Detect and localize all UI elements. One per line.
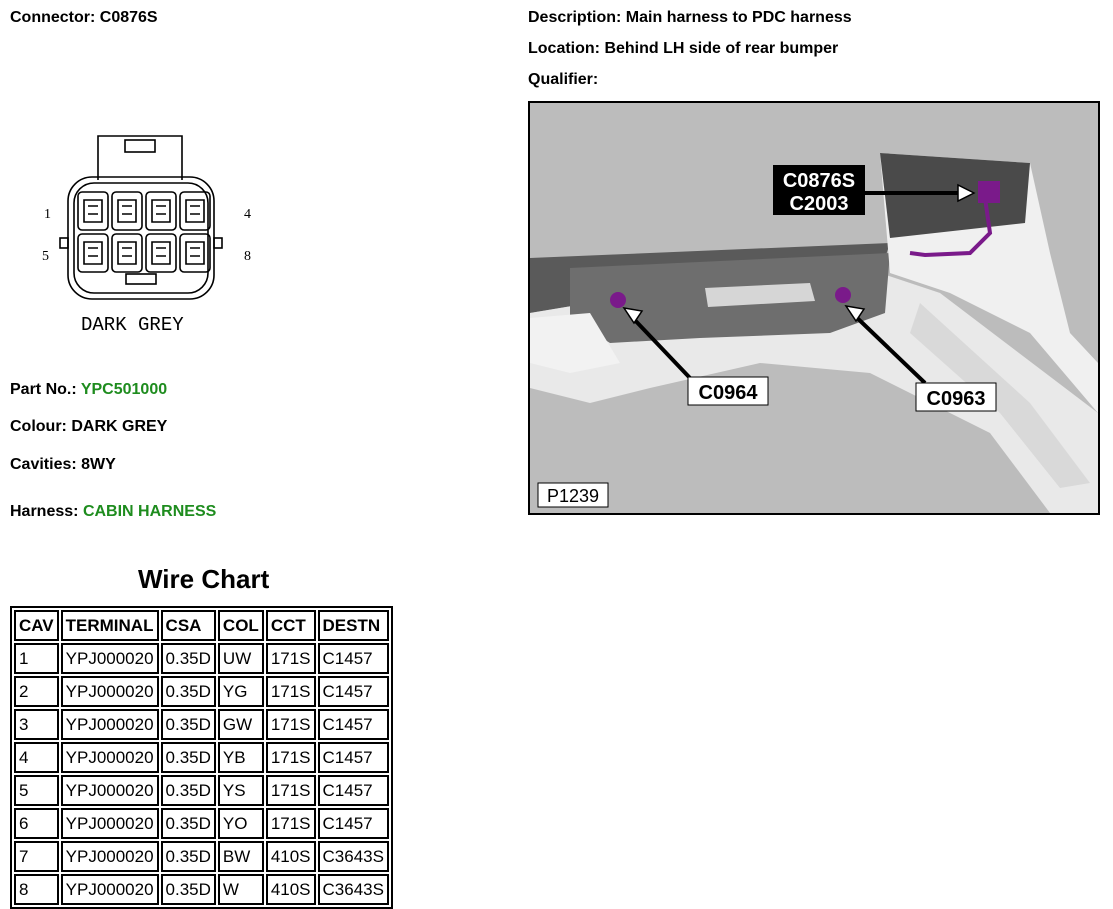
qualifier-label: Qualifier: [528,71,599,88]
table-row [14,709,389,740]
cell-destn: C1457 [318,643,389,674]
cell-terminal: YPJ000020 [61,742,159,773]
figure-id: P1239 [546,486,600,506]
part-no-line [10,381,167,399]
cell-col: GW [218,709,264,740]
cell-cav: 4 [14,742,59,773]
cell-terminal: YPJ000020 [61,775,159,806]
table-row [14,808,389,839]
bumper-illustration [530,103,1098,513]
cell-cav: 3 [14,709,59,740]
cell-cct: 171S [266,742,316,773]
description-line [528,9,852,27]
connector-value: C0876S [99,9,158,26]
cell-cct: 171S [266,676,316,707]
cell-csa: 0.35D [161,841,216,872]
cell-cct: 410S [266,841,316,872]
cell-csa: 0.35D [161,709,216,740]
cell-cct: 171S [266,775,316,806]
table-row [14,742,389,773]
pin-5-label: 5 [42,249,49,264]
colour-line [10,418,167,436]
harness-label: Harness: [10,503,79,520]
col-header-csa: CSA [161,610,216,641]
cell-col: YS [218,775,264,806]
pin-4-label: 4 [244,207,251,222]
callout-c0963: C0963 [926,388,986,410]
cell-destn: C1457 [318,775,389,806]
cell-terminal: YPJ000020 [61,643,159,674]
pin-8-label: 8 [244,249,251,264]
callout-c2003: C2003 [789,193,849,215]
cell-terminal: YPJ000020 [61,841,159,872]
cell-destn: C3643S [318,841,389,872]
cavities-label: Cavities: [10,456,77,473]
col-header-col: COL [218,610,264,641]
cell-cav: 8 [14,874,59,905]
table-row [14,676,389,707]
cell-destn: C1457 [318,676,389,707]
cell-csa: 0.35D [161,643,216,674]
colour-value: DARK GREY [71,418,168,435]
cavity-grid [78,192,210,272]
table-row [14,841,389,872]
cell-cct: 171S [266,643,316,674]
connector-label: Connector: [10,9,96,26]
callout-c0964: C0964 [698,382,758,404]
location-line [528,40,838,58]
cell-cav: 7 [14,841,59,872]
table-row [14,874,389,905]
cell-col: YO [218,808,264,839]
colour-label: Colour: [10,418,67,435]
cavities-line [10,456,116,474]
cell-cct: 171S [266,709,316,740]
cell-csa: 0.35D [161,808,216,839]
cell-csa: 0.35D [161,676,216,707]
cell-terminal: YPJ000020 [61,676,159,707]
cell-destn: C1457 [318,808,389,839]
location-value: Behind LH side of rear bumper [604,40,839,57]
cell-col: BW [218,841,264,872]
cell-csa: 0.35D [161,742,216,773]
connector-line [10,9,158,27]
cell-csa: 0.35D [161,775,216,806]
cell-cav: 1 [14,643,59,674]
cell-terminal: YPJ000020 [61,874,159,905]
wire-chart-title: Wire Chart [138,564,270,594]
col-header-destn: DESTN [318,610,389,641]
qualifier-line [528,71,598,89]
cell-cav: 6 [14,808,59,839]
cell-col: YB [218,742,264,773]
cell-destn: C1457 [318,742,389,773]
connector-face-diagram [30,120,270,340]
description-label: Description: [528,9,622,26]
cell-col: UW [218,643,264,674]
callout-c0876s: C0876S [782,170,856,192]
diagram-colour-caption: DARK GREY [81,314,184,336]
table-row [14,643,389,674]
col-header-cct: CCT [266,610,316,641]
cell-cct: 171S [266,808,316,839]
wire-chart-table [10,606,393,909]
harness-line [10,503,216,521]
harness-link[interactable]: CABIN HARNESS [82,503,217,520]
part-no-link[interactable]: YPC501000 [80,381,168,398]
cell-csa: 0.35D [161,874,216,905]
col-header-terminal: TERMINAL [61,610,159,641]
location-label: Location: [528,40,600,57]
cell-destn: C1457 [318,709,389,740]
cell-col: YG [218,676,264,707]
pin-1-label: 1 [44,207,51,222]
location-photo [528,101,1100,515]
table-row [14,775,389,806]
cell-cav: 5 [14,775,59,806]
cell-cct: 410S [266,874,316,905]
cavities-value: 8WY [81,456,116,473]
wire-chart-header-row [14,610,389,641]
cell-terminal: YPJ000020 [61,709,159,740]
cell-cav: 2 [14,676,59,707]
cell-destn: C3643S [318,874,389,905]
cell-col: W [218,874,264,905]
cell-terminal: YPJ000020 [61,808,159,839]
col-header-cav: CAV [14,610,59,641]
description-value: Main harness to PDC harness [625,9,852,26]
part-no-label: Part No.: [10,381,77,398]
